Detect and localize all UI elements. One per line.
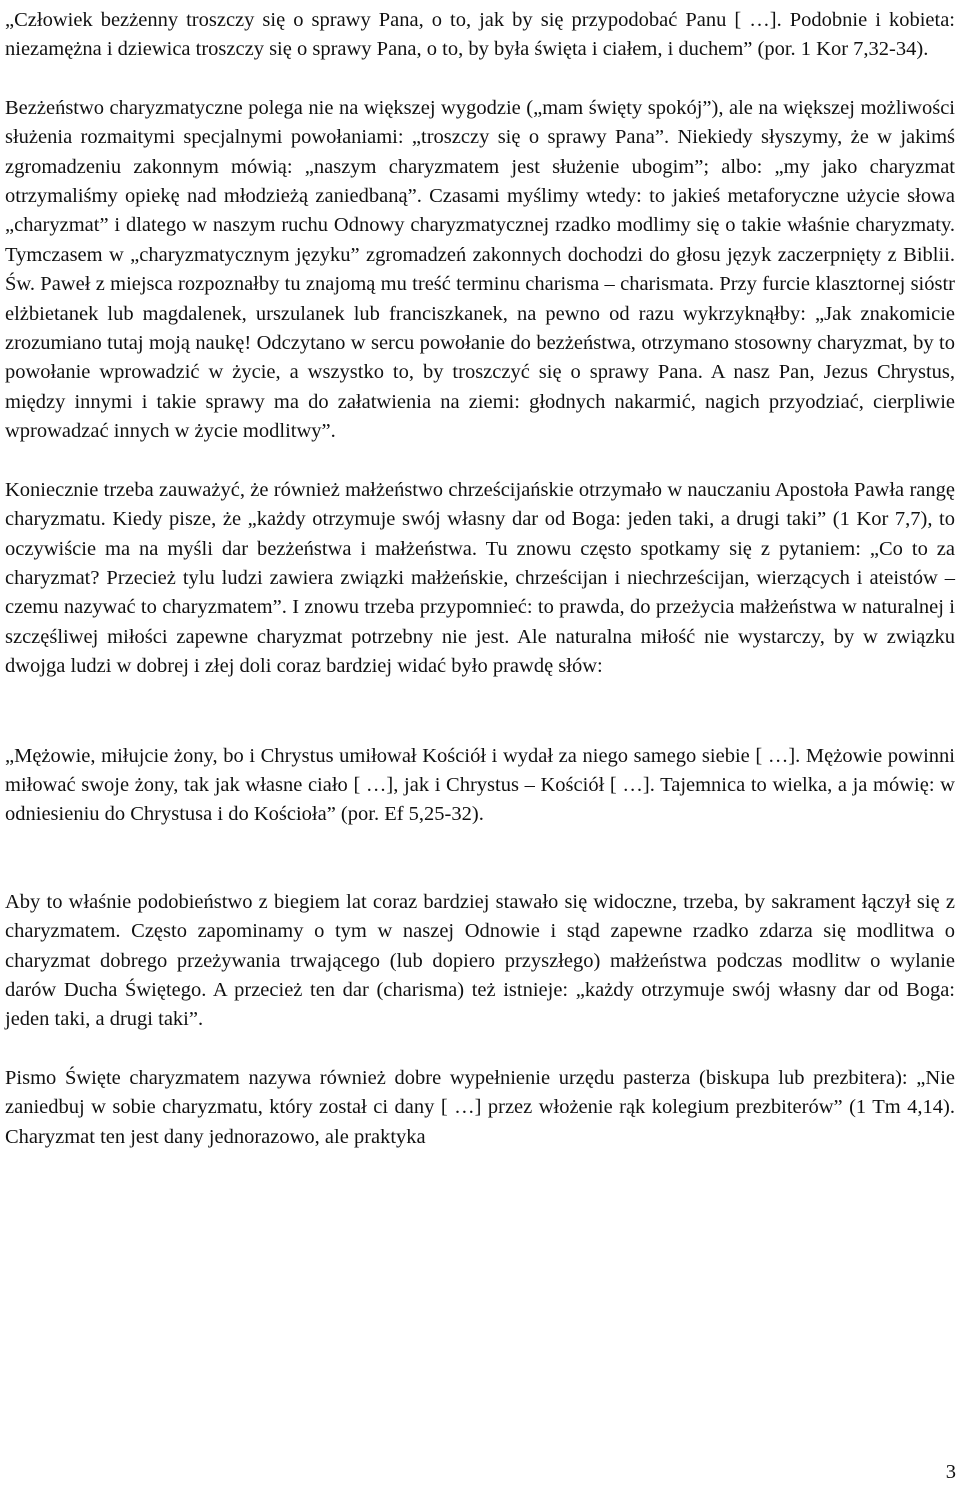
- page-number: 3: [945, 1461, 956, 1483]
- paragraph-spacer: [5, 65, 955, 94]
- paragraph-bezzenstwo: Bezżeństwo charyzmatyczne polega nie na większej wygodzie („mam święty spokój”), ale na większej możliwości służenia rozmaitymi specjalnymi powołaniami: „troszczy się o sprawy Pana”. Niekiedy słyszymy, że w jakimś zgromadzeniu zakonnym mówią: „naszym charyzmatem jest służenie ubogim”; albo: „my jako charyzmat otrzymaliśmy opiekę nad młodzieżą zaniedbaną”. Czasami myślimy wtedy: to jakieś metaforyczne użycie słowa „charyzmat” i dlatego w naszym ruchu Odnowy charyzmatycznej rzadko modlimy się o takie właśnie charyzmaty. Tymczasem w „charyzmatycznym języku” zgromadzeń zakonnych dochodzi do głosu język zaczerpnięty z Biblii. Św. Paweł z miejsca rozpoznałby tu znajomą mu treść terminu charisma – charismata. Przy furcie klasztornej sióstr elżbietanek lub magdalenek, urszulanek lub franciszkanek, na pewno od razu wykrzyknąłby: „Jak znakomicie zrozumiano tutaj moją naukę! Odczytano w sercu powołanie do bezżeństwa, otrzymano stosowny charyzmat, by to powołanie wprowadzić w życie, a wszystko to, by troszczyć się o sprawy Pana. A nasz Pan, Jezus Chrystus, między innymi i takie sprawy ma do załatwienia na ziemi: głodnych nakarmić, nagich przyodziać, cierpliwie wprowadzać innych w życie modlitwy”.: [5, 96, 955, 443]
- paragraph-spacer: [5, 447, 955, 476]
- quote-paragraph-1kor: „Człowiek bezżenny troszczy się o sprawy Pana, o to, jak by się przypodobać Panu [ …]. Podobnie i kobieta: niezamężna i dziewica troszczy się o sprawy Pana, o to, by była święta i ciałem, i duchem” (por. 1 Kor 7,32-34).: [5, 9, 955, 61]
- paragraph-spacer: [5, 682, 955, 742]
- paragraph-pismo-swiete: Pismo Święte charyzmatem nazywa również dobre wypełnienie urzędu pasterza (biskupa lub prezbitera): „Nie zaniedbuj w sobie charyzmatu, który został ci dany [ …] przez włożenie rąk kolegium prezbiterów” (1 Tm 4,14). Charyzmat ten jest dany jednorazowo, ale praktyka: [5, 1066, 955, 1148]
- paragraph-sakrament: Aby to właśnie podobieństwo z biegiem lat coraz bardziej stawało się widoczne, trzeba, by sakrament łączył się z charyzmatem. Często zapominamy o tym w naszej Odnowie i stąd zapewne rzadko zdarza się modlitwa o charyzmat dobrego przeżywania trwającego (lub dopiero przyszłego) małżeństwa podczas modlitw o wylanie darów Ducha Świętego. A przecież ten dar (charisma) też istnieje: „każdy otrzymuje swój własny dar od Boga: jeden taki, a drugi taki”.: [5, 890, 955, 1031]
- paragraph-spacer: [5, 1035, 955, 1064]
- paragraph-malzenstwo: Koniecznie trzeba zauważyć, że również małżeństwo chrześcijańskie otrzymało w nauczaniu Apostoła Pawła rangę charyzmatu. Kiedy pisze, że „każdy otrzymuje swój własny dar od Boga: jeden taki, a drugi taki” (1 Kor 7,7), to oczywiście ma na myśli dar bezżeństwa i małżeństwa. Tu znowu często spotkamy się z pytaniem: „Co to za charyzmat? Przecież tylu ludzi zawiera związki małżeńskie, chrześcijan i niechrześcijan, wierzących i ateistów – czemu nazywać to charyzmatem”. I znowu trzeba przypomnieć: to prawda, do przeżycia małżeństwa w naturalnej i szczęśliwej miłości zapewne charyzmat potrzebny nie jest. Ale naturalna miłość nie wystarczy, by w związku dwojga ludzi w dobrej i złej doli coraz bardziej widać było prawdę słów:: [5, 478, 955, 678]
- paragraph-spacer: [5, 830, 955, 888]
- document-body: [5, 6, 955, 1152]
- quote-paragraph-ef: „Mężowie, miłujcie żony, bo i Chrystus umiłował Kościół i wydał za niego samego siebie [ …]. Mężowie powinni miłować swoje żony, tak jak własne ciało [ …], jak i Chrystus – Kościół [ …]. Tajemnica to wielka, a ja mówię: w odniesieniu do Chrystusa i do Kościoła” (por. Ef 5,25-32).: [5, 744, 955, 826]
